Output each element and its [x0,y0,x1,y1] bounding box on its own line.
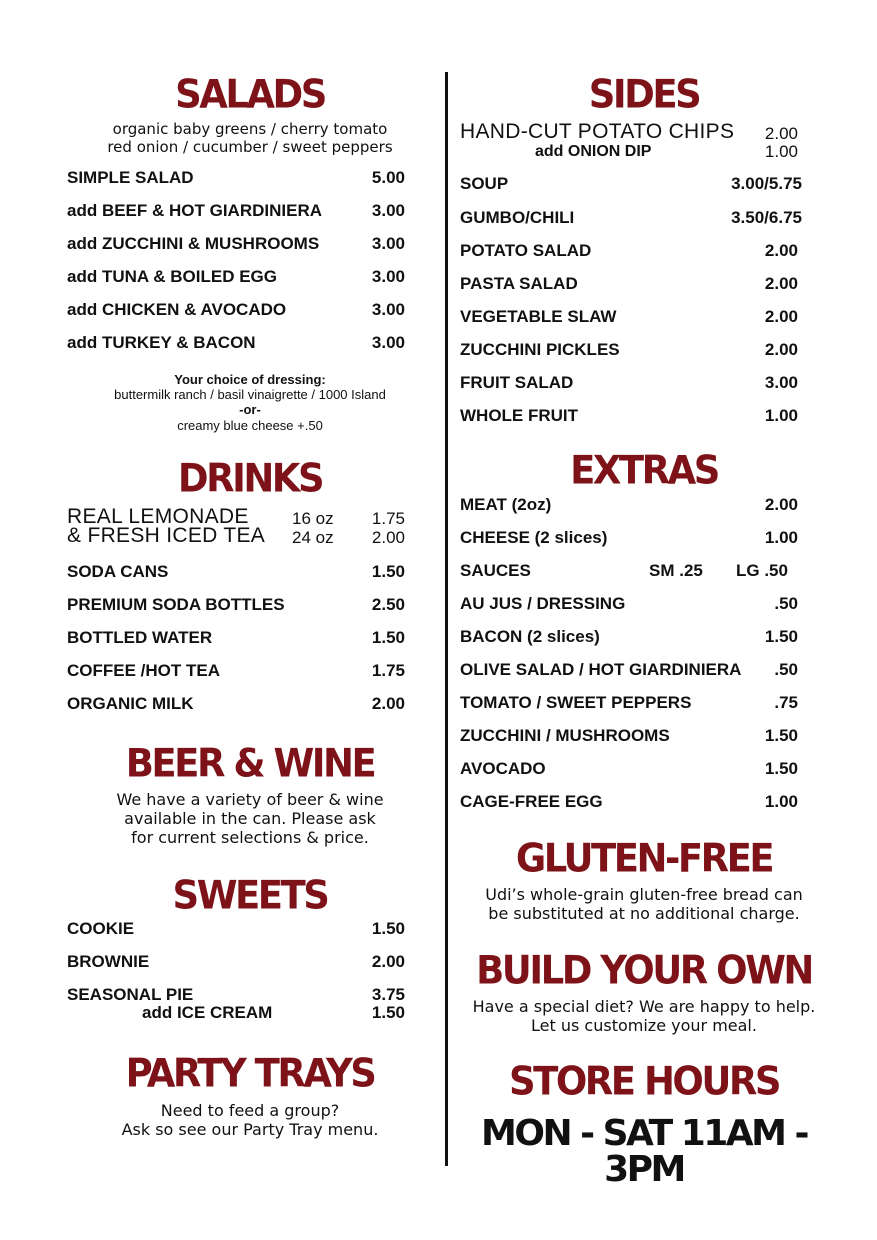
menu-item-price: 3.00 [371,267,405,286]
lemonade-size-small: 16 oz [292,509,334,528]
chips-price: 2.00 [764,124,798,143]
menu-item-name: BACON (2 slices) [460,627,600,646]
beer-wine-line-2: available in the can. Please ask [124,809,376,828]
menu-item-name: ZUCCHINI PICKLES [460,340,620,359]
build-your-own-line-1: Have a special diet? We are happy to help. [472,997,816,1016]
dressing-options: buttermilk ranch / basil vinaigrette / 1000 Island [114,387,386,402]
salads-heading: SALADS [175,71,325,118]
onion-dip-name: add ONION DIP [535,143,652,160]
menu-item-name: POTATO SALAD [460,241,592,260]
menu-item-name: add ZUCCHINI & MUSHROOMS [67,234,320,253]
party-trays-heading: PARTY TRAYS [125,1050,375,1097]
menu-item-price: 1.00 [764,528,798,547]
menu-item-price: .75 [774,693,798,712]
beer-wine-heading: BEER & WINE [125,740,375,787]
menu-item-name: SAUCES [460,561,531,580]
store-hours-heading: STORE HOURS [508,1058,780,1105]
menu-item-price: 1.50 [371,562,405,581]
beer-wine-line-1: We have a variety of beer & wine [116,790,384,809]
chips-name: HAND-CUT POTATO CHIPS [460,120,735,143]
menu-item-price: 1.75 [371,661,405,680]
gluten-free-line-2: be substituted at no additional charge. [488,904,800,923]
ice-cream-addon-name: add ICE CREAM [142,1003,273,1022]
menu-item-price: 2.00 [764,340,798,359]
menu-item-price: 2.00 [764,274,798,293]
extras-heading: EXTRAS [570,447,718,494]
lemonade-size-large: 24 oz [292,528,334,547]
beer-wine-line-3: for current selections & price. [131,828,369,847]
party-trays-line-2: Ask so see our Party Tray menu. [121,1120,379,1139]
salads-description-line-2: red onion / cucumber / sweet peppers [107,138,393,156]
menu-item-price: 2.00 [764,241,798,260]
menu-item-price: 3.00/5.75 [731,174,802,193]
ice-cream-addon-price: 1.50 [371,1003,405,1022]
menu-item-price: .50 [774,594,798,613]
menu-item-price: 1.00 [764,792,798,811]
menu-item-name: VEGETABLE SLAW [460,307,617,326]
party-trays-line-1: Need to feed a group? [160,1101,340,1120]
menu-item-price: 3.00 [371,333,405,352]
menu-item-name: ORGANIC MILK [67,694,194,713]
menu-item-price: 1.50 [764,726,798,745]
onion-dip-price: 1.00 [764,142,798,161]
menu-item-name: OLIVE SALAD / HOT GIARDINIERA [460,660,742,679]
menu-item-name: COFFEE /HOT TEA [67,661,220,680]
drinks-heading: DRINKS [177,455,323,502]
menu-item-name: PREMIUM SODA BOTTLES [67,595,285,614]
menu-item-name: BROWNIE [67,952,150,971]
menu-item-name: BOTTLED WATER [67,628,213,647]
menu-item-name: SOUP [460,174,509,193]
dressing-or: -or- [239,402,261,417]
menu-item-price: 3.50/6.75 [731,208,802,227]
menu-item-price: 3.00 [371,234,405,253]
lemonade-price-small: 1.75 [371,509,405,528]
sides-heading: SIDES [588,71,700,118]
menu-item-price: 3.00 [371,300,405,319]
sweets-heading: SWEETS [172,872,328,919]
menu-item-name: ZUCCHINI / MUSHROOMS [460,726,670,745]
menu-item-name: add BEEF & HOT GIARDINIERA [67,201,323,220]
menu-item-price: 2.00 [764,495,798,514]
build-your-own-line-2: Let us customize your meal. [531,1016,757,1035]
menu-item-name: SODA CANS [67,562,169,581]
lemonade-line-1: REAL LEMONADE [67,505,249,528]
lemonade-price-large: 2.00 [371,528,405,547]
menu-item-name: COOKIE [67,919,135,938]
menu-item-price: 2.00 [371,694,405,713]
menu-item-name: CHEESE (2 slices) [460,528,608,547]
lemonade-line-2: & FRESH ICED TEA [67,524,266,547]
menu-item-name: SIMPLE SALAD [67,168,194,187]
menu-item-price: 2.00 [764,307,798,326]
menu-item-name: add CHICKEN & AVOCADO [67,300,287,319]
menu-item-name: CAGE-FREE EGG [460,792,603,811]
menu-item-name: add TUNA & BOILED EGG [67,267,277,286]
menu-item-price: 1.50 [764,627,798,646]
menu-item-price: .50 [774,660,798,679]
sauces-large-price: LG .50 [736,561,788,580]
menu-item-price: 1.00 [764,406,798,425]
menu-item-name: WHOLE FRUIT [460,406,579,425]
menu-item-price: 2.00 [371,952,405,971]
menu-item-name: AU JUS / DRESSING [460,594,626,613]
menu-item-name: AVOCADO [460,759,546,778]
menu-item-price: 1.50 [371,919,405,938]
menu-item-name: FRUIT SALAD [460,373,574,392]
menu-item-price: 2.50 [371,595,405,614]
sauces-small-price: SM .25 [649,561,703,580]
menu-item-name: SEASONAL PIE [67,985,194,1004]
menu-item-price: 3.00 [371,201,405,220]
menu-item-price: 1.50 [764,759,798,778]
menu-item-price: 3.75 [371,985,405,1004]
menu-item-name: GUMBO/CHILI [460,208,575,227]
build-your-own-heading: BUILD YOUR OWN [476,947,812,994]
menu-item-name: add TURKEY & BACON [67,333,256,352]
gluten-free-line-1: Udi’s whole-grain gluten-free bread can [485,885,803,904]
gluten-free-heading: GLUTEN-FREE [515,835,773,882]
dressing-title: Your choice of dressing: [174,372,326,387]
menu-item-name: PASTA SALAD [460,274,578,293]
store-hours-text: MON - SAT 11AM - 3PM [481,1113,807,1190]
menu-item-name: TOMATO / SWEET PEPPERS [460,693,692,712]
menu-item-price: 5.00 [371,168,405,187]
dressing-premium: creamy blue cheese +.50 [177,418,323,433]
menu-item-name: MEAT (2oz) [460,495,552,514]
menu-item-price: 3.00 [764,373,798,392]
menu-item-price: 1.50 [371,628,405,647]
salads-description-line-1: organic baby greens / cherry tomato [112,120,388,138]
